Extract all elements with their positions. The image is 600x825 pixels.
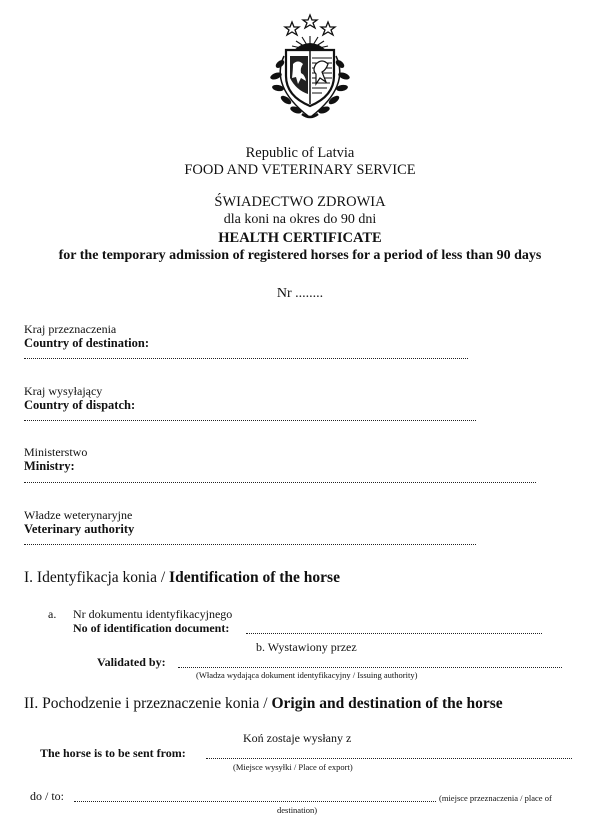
ministry-label-pl: Ministerstwo xyxy=(24,445,88,459)
id-document-label-en: No of identification document: xyxy=(73,621,230,635)
item-b-issued-by: b. Wystawiony przez xyxy=(256,640,357,654)
certificate-number: Nr ........ xyxy=(276,286,324,301)
coat-of-arms-emblem xyxy=(262,6,358,124)
issuing-authority-note: (Władza wydająca dokument identyfikacyjny / Issuing authority) xyxy=(196,670,418,680)
country-destination-field[interactable] xyxy=(24,358,468,359)
veterinary-authority-label-en: Veterinary authority xyxy=(24,522,135,536)
validated-by-field[interactable] xyxy=(178,667,562,668)
sent-from-label-en: The horse is to be sent from: xyxy=(40,746,186,760)
section-1-title-en: Identification of the horse xyxy=(169,569,340,586)
ministry-label-en: Ministry: xyxy=(24,459,75,473)
title-polish: ŚWIADECTWO ZDROWIA xyxy=(214,194,386,210)
place-of-destination-note: (miejsce przeznaczenia / place of xyxy=(439,793,552,803)
country-destination-label-pl: Kraj przeznaczenia xyxy=(24,322,117,336)
place-of-export-note: (Miejsce wysyłki / Place of export) xyxy=(233,762,353,772)
republic-name: Republic of Latvia xyxy=(245,145,355,161)
section-2-heading xyxy=(24,695,503,713)
subtitle-polish: dla koni na okres do 90 dni xyxy=(223,212,377,227)
id-document-field[interactable] xyxy=(246,633,542,634)
service-name: FOOD AND VETERINARY SERVICE xyxy=(184,162,416,178)
item-a-letter: a. xyxy=(48,607,57,621)
veterinary-authority-label-pl: Władze weterynaryjne xyxy=(24,508,133,522)
title-english: HEALTH CERTIFICATE xyxy=(218,230,382,246)
validated-by-label: Validated by: xyxy=(97,655,166,669)
section-2-title-pl: II. Pochodzenie i przeznaczenie konia / xyxy=(24,695,272,712)
sent-from-field[interactable] xyxy=(206,758,572,759)
id-document-label-pl: Nr dokumentu identyfikacyjnego xyxy=(73,607,233,621)
destination-label: do / to: xyxy=(30,789,65,803)
country-dispatch-label-en: Country of dispatch: xyxy=(24,398,136,412)
country-dispatch-label-pl: Kraj wysyłający xyxy=(24,384,103,398)
country-destination-label-en: Country of destination: xyxy=(24,336,150,350)
subtitle-english: for the temporary admission of registered horses for a period of less than 90 days xyxy=(58,248,542,263)
veterinary-authority-field[interactable] xyxy=(24,544,476,545)
ministry-field[interactable] xyxy=(24,482,536,483)
destination-field[interactable] xyxy=(74,801,436,802)
sent-from-label-pl: Koń zostaje wysłany z xyxy=(243,731,352,745)
section-1-heading xyxy=(24,569,340,587)
section-2-title-en: Origin and destination of the horse xyxy=(271,695,503,712)
place-of-destination-note-cont: destination) xyxy=(277,805,318,815)
section-1-title-pl: I. Identyfikacja konia / xyxy=(24,569,170,586)
country-dispatch-field[interactable] xyxy=(24,420,476,421)
